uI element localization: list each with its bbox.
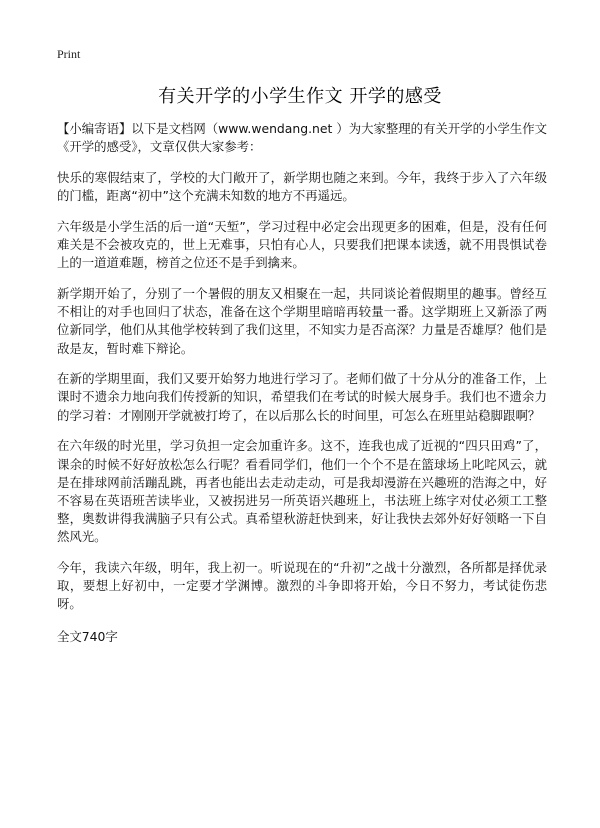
word-count: 全文740字	[57, 628, 118, 644]
article-paragraph-6: 今年，我读六年级，明年，我上初一。听说现在的“升初”之战十分激烈，各所都是择优录取，要想上好初中，一定要才学渊博。激烈的斗争即将开始，今日不努力，考试徒伤悲呀。	[57, 560, 547, 612]
page-title: 有关开学的小学生作文 开学的感受	[158, 86, 442, 107]
article-paragraph-5: 在六年级的时光里，学习负担一定会加重许多。这不，连我也成了近视的“四只田鸡”了，课余的时候不好好放松怎么行呢？看看同学们，他们一个个不是在篮球场上叱咤风云，就是在排球网前活蹦乱跳，再者也能出去走动走动，可是我却漫游在兴趣班的浩海之中，好不容易在英语班苦读毕业，又被拐进另一所英语兴趣班上，书法班上练字对仗必须工工整整，奥数讲得我满脑子只有公式。真希望秋游赶快到来，好让我快去郊外好好领略一下自然风光。	[57, 438, 547, 545]
article-paragraph-1: 快乐的寒假结束了，学校的大门敞开了，新学期也随之来到。今年，我终于步入了六年级的门槛，距离“初中”这个充满未知数的地方不再遥远。	[57, 169, 547, 204]
article-paragraph-4: 在新的学期里面，我们又要开始努力地进行学习了。老师们做了十分从分的准备工作，上课时不遗余力地向我们传授新的知识，希望我们在考试的时候大展身手。我们也不遗余力的学习着：才刚刚开学就被打垮了，在以后那么长的时间里，可怎么在班里站稳脚跟啊？	[57, 371, 547, 423]
article-body	[57, 120, 547, 646]
article-paragraph-3: 新学期开始了，分别了一个暑假的朋友又相聚在一起，共同谈论着假期里的趣事。曾经互不相让的对手也回归了状态，准备在这个学期里暗暗再较量一番。这学期班上又新添了两位新同学，他们从其他学校转到了我们这里，不知实力是否高深？力量是否雄厚？他们是敌是友，暂时难下辩论。	[57, 285, 547, 356]
intro-paragraph: 【小编寄语】以下是文档网（www.wendang.net ）为大家整理的有关开学的小学生作文《开学的感受》，文章仅供大家参考：	[57, 121, 547, 155]
article-paragraph-2: 六年级是小学生活的后一道“天堑”，学习过程中必定会出现更多的困难，但是，没有任何难关是不会被攻克的，世上无难事，只怕有心人，只要我们把课本读透，就不用畏惧试卷上的一道道难题，榜首之位还不是手到擒来。	[57, 218, 547, 271]
print-label: Print	[57, 47, 81, 61]
